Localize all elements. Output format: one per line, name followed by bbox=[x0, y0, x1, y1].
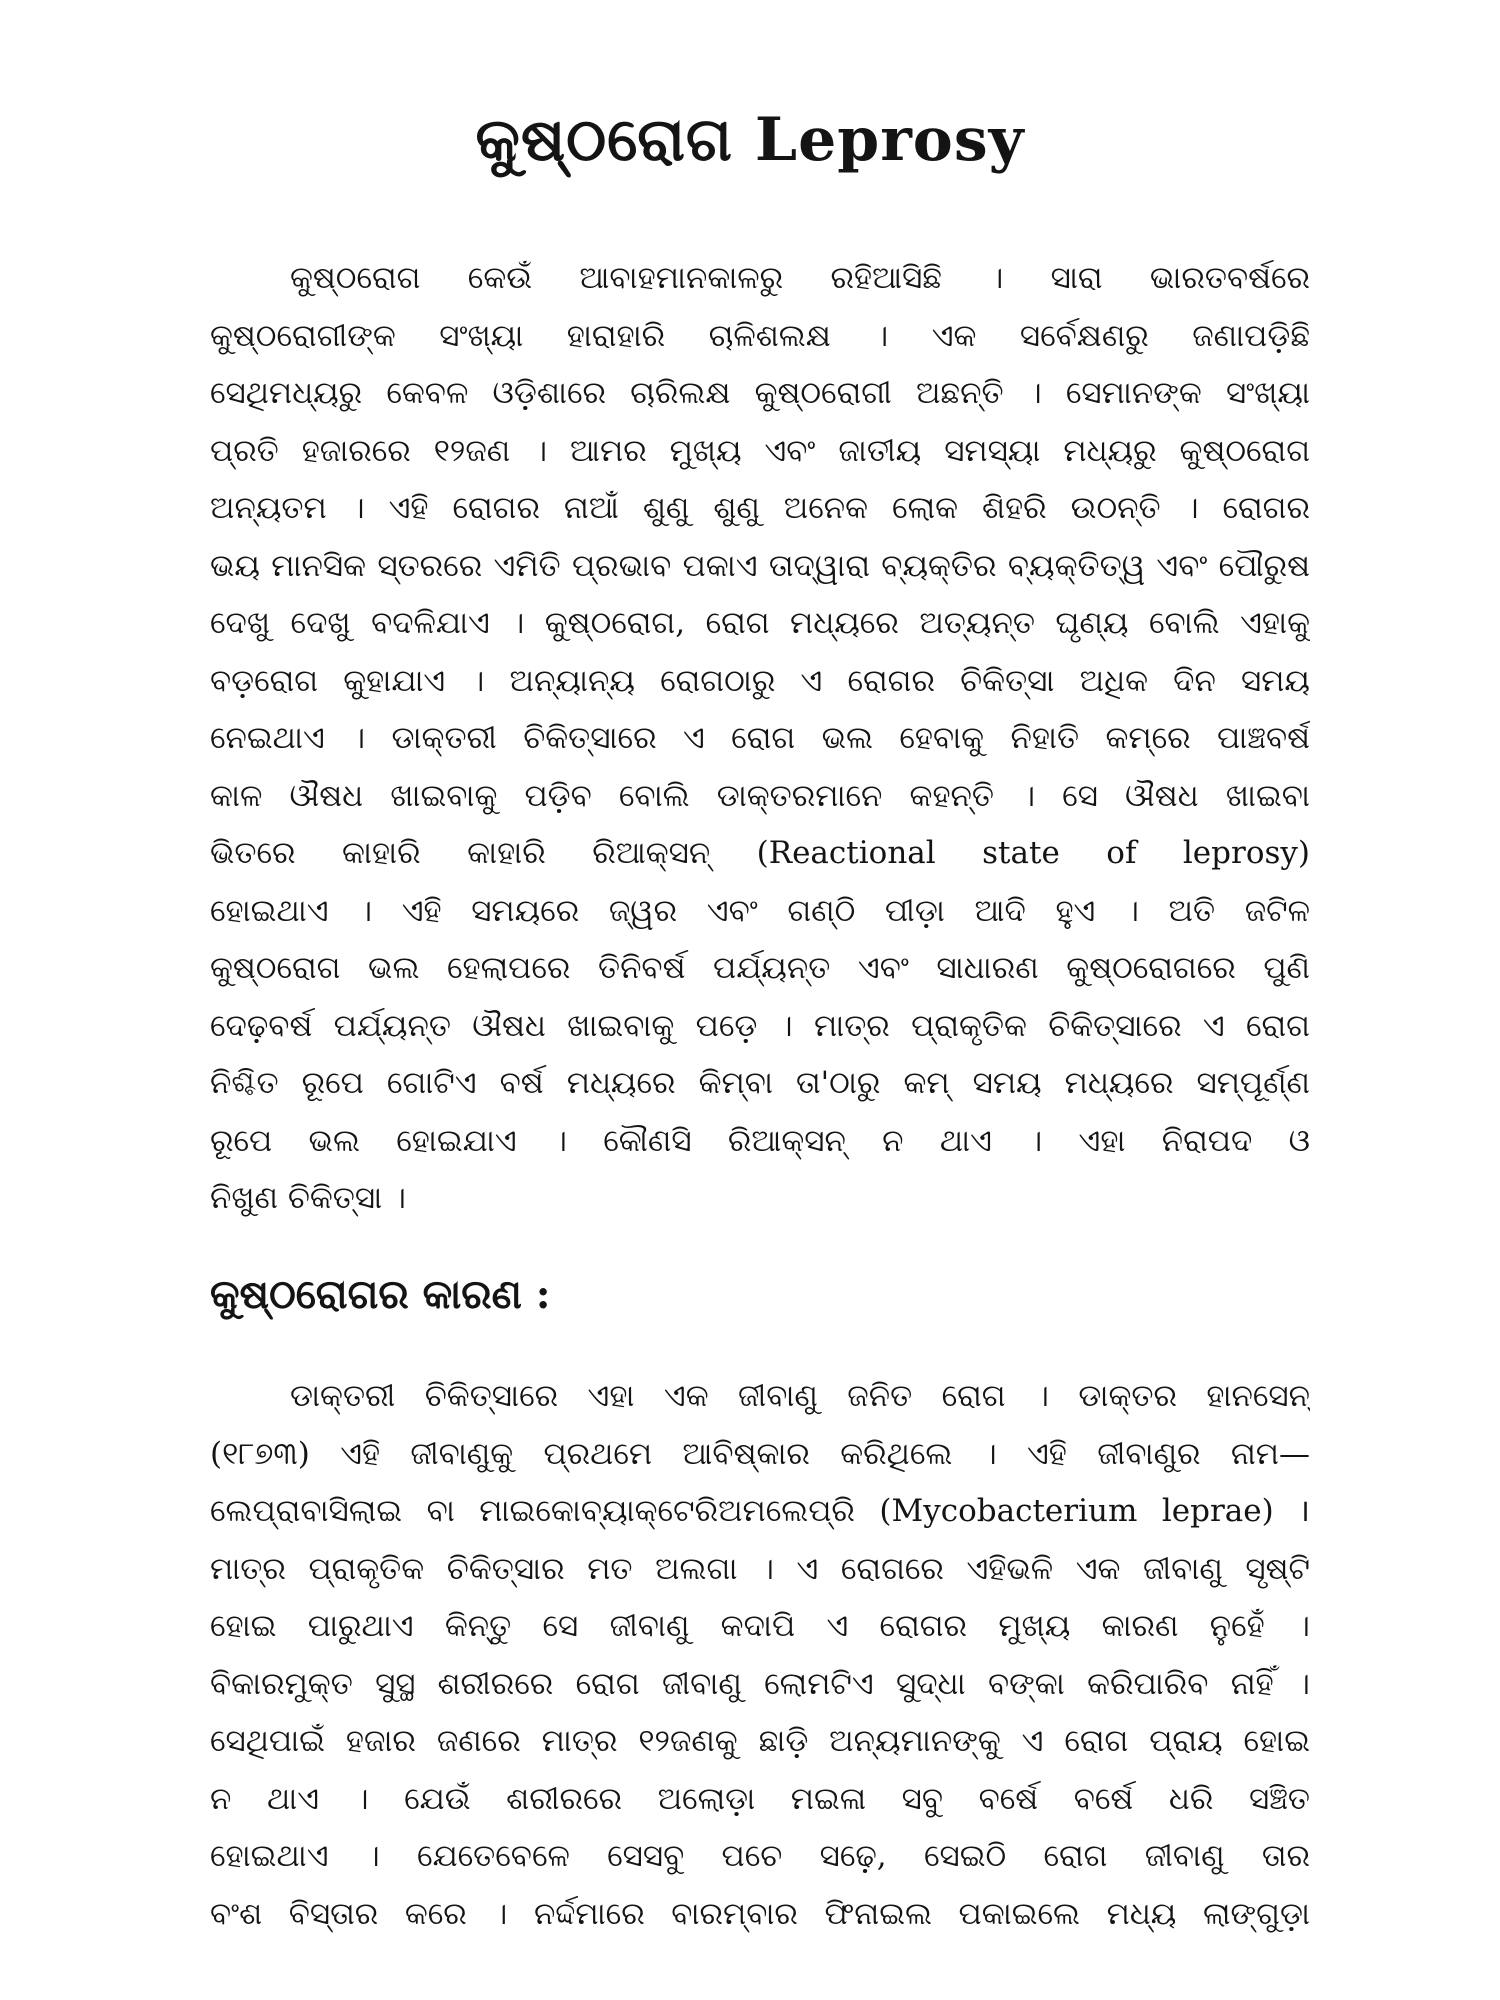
text-line: ହୋଇ ପାରୁଥାଏ କିନ୍ତୁ ସେ ଜୀବାଣୁ କଦାପି ଏ ରୋଗର ମୁଖ୍ୟ କାରଣ ନୁହେଁ । bbox=[210, 1608, 1310, 1644]
text-line: (୧୮୭୩) ଏହି ଜୀବାଣୁକୁ ପ୍ରଥମେ ଆବିଷ୍କାର କରିଥିଲେ । ଏହି ଜୀବାଣୁର ନାମ— bbox=[210, 1435, 1310, 1472]
section-heading: କୁଷ୍ଠରୋଗର କାରଣ : bbox=[210, 1271, 551, 1318]
paragraph-causes bbox=[210, 1368, 1310, 1943]
text-line: ନିଖୁଣ ଚିକିତ୍ସା । bbox=[210, 1180, 406, 1216]
text-line: ଡାକ୍ତରୀ ଚିକିତ୍ସାରେ ଏହା ଏକ ଜୀବାଣୁ ଜନିତ ରୋଗ । ଡାକ୍ତର ହାନସେନ୍ bbox=[290, 1378, 1310, 1414]
text-line: ହୋଇଥାଏ । ଯେତେବେଳେ ସେସବୁ ପଚେ ସଢ଼େ, ସେଇଠି ରୋଗ ଜୀବାଣୁ ତାର bbox=[210, 1838, 1310, 1874]
text-line: ଦେଢ଼ବର୍ଷ ପର୍ଯ୍ୟନ୍ତ ଔଷଧ ଖାଇବାକୁ ପଡ଼େ । ମାତ୍ର ପ୍ରାକୃତିକ ଚିକିତ୍ସାରେ ଏ ରୋଗ bbox=[210, 1007, 1310, 1044]
text-line: ସେଥିପାଇଁ ହଜାର ଜଣରେ ମାତ୍ର ୧୨ଜଣକୁ ଛାଡ଼ି ଅନ୍ୟମାନଙ୍କୁ ଏ ରୋଗ ପ୍ରାୟ ହୋଇ bbox=[210, 1723, 1310, 1759]
text-line: କୁଷ୍ଠରୋଗ ଭଲ ହେଲାପରେ ତିନିବର୍ଷ ପର୍ଯ୍ୟନ୍ତ ଏବଂ ସାଧାରଣ କୁଷ୍ଠରୋଗରେ ପୁଣି bbox=[210, 950, 1310, 986]
text-line: ଭିତରେ କାହାରି କାହାରି ରିଆକ୍‌ସନ୍ (Reactional state of leprosy) bbox=[210, 835, 1310, 871]
paragraph-intro bbox=[210, 250, 1310, 1228]
text-line: ପ୍ରତି ହଜାରରେ ୧୨ଜଣ । ଆମର ମୁଖ୍ୟ ଏବଂ ଜାତୀୟ ସମସ୍ୟା ମଧ୍ୟରୁ କୁଷ୍ଠରୋଗ bbox=[210, 432, 1310, 469]
text-line: ବିକାରମୁକ୍ତ ସୁସ୍ଥ ଶରୀରରେ ରୋଗ ଜୀବାଣୁ ଲୋମଟିଏ ସୁଦ୍ଧା ବଙ୍କା କରିପାରିବ ନାହିଁ । bbox=[210, 1665, 1310, 1702]
text-line: ବଡ଼ରୋଗ କୁହାଯାଏ । ଅନ୍ୟାନ୍ୟ ରୋଗଠାରୁ ଏ ରୋଗର ଚିକିତ୍ସା ଅଧିକ ଦିନ ସମୟ bbox=[210, 662, 1310, 699]
text-line: ବଂଶ ବିସ୍ତାର କରେ । ନର୍ଦ୍ଦମାରେ ବାରମ୍ବାର ଫିନାଇଲ ପକାଇଲେ ମଧ୍ୟ ଲାଙ୍ଗୁଡ଼ା bbox=[210, 1895, 1310, 1932]
page-title: କୁଷ୍ଠରୋଗ Leprosy bbox=[475, 105, 1025, 175]
text-line: ଦେଖୁ ଦେଖୁ ବଦଳିଯାଏ । କୁଷ୍ଠରୋଗ, ରୋଗ ମଧ୍ୟରେ ଅତ୍ୟନ୍ତ ଘୃଣ୍ୟ ବୋଲି ଏହାକୁ bbox=[210, 605, 1310, 641]
text-line: ନିଶ୍ଚିତ ରୂପେ ଗୋଟିଏ ବର୍ଷ ମଧ୍ୟରେ କିମ୍ବା ତା'ଠାରୁ କମ୍ ସମୟ ମଧ୍ୟରେ ସମ୍ପୂର୍ଣ୍ଣ bbox=[210, 1065, 1310, 1101]
text-line: ଅନ୍ୟତମ । ଏହି ରୋଗର ନାଆଁ ଶୁଣୁ ଶୁଣୁ ଅନେକ ଲୋକ ଶିହରି ଉଠନ୍ତି । ରୋଗର bbox=[210, 490, 1310, 526]
text-line: କୁଷ୍ଠରୋଗୀଙ୍କ ସଂଖ୍ୟା ହାରାହାରି ଚାଳିଶଲକ୍ଷ । ଏକ ସର୍ବେକ୍ଷଣରୁ ଜଣାପଡ଼ିଛି bbox=[210, 317, 1310, 354]
text-line: ରୂପେ ଭଲ ହୋଇଯାଏ । କୌଣସି ରିଆକ୍‌ସନ୍ ନ ଥାଏ । ଏହା ନିରାପଦ ଓ bbox=[210, 1122, 1310, 1159]
text-line: ଭୟ ମାନସିକ ସ୍ତରରେ ଏମିତି ପ୍ରଭାବ ପକାଏ ତାଦ୍ୱାରା ବ୍ୟକ୍ତିର ବ୍ୟକ୍ତିତ୍ୱ ଏବଂ ପୌରୁଷ bbox=[210, 547, 1310, 584]
text-line: ମାତ୍ର ପ୍ରାକୃତିକ ଚିକିତ୍ସାର ମତ ଅଲଗା । ଏ ରୋଗରେ ଏହିଭଳି ଏକ ଜୀବାଣୁ ସୃଷ୍ଟି bbox=[210, 1550, 1310, 1587]
text-line: ସେଥିମଧ୍ୟରୁ କେବଳ ଓଡ଼ିଶାରେ ଚାରିଲକ୍ଷ କୁଷ୍ଠରୋଗୀ ଅଛନ୍ତି । ସେମାନଙ୍କ ସଂଖ୍ୟା bbox=[210, 375, 1310, 411]
text-line: କାଳ ଔଷଧ ଖାଇବାକୁ ପଡ଼ିବ ବୋଲି ଡାକ୍ତରମାନେ କହନ୍ତି । ସେ ଔଷଧ ଖାଇବା bbox=[210, 777, 1310, 814]
text-line: ହୋଇଥାଏ । ଏହି ସମୟରେ ଜ୍ୱର ଏବଂ ଗଣ୍ଠି ପୀଡ଼ା ଆଦି ହୁଏ । ଅତି ଜଟିଳ bbox=[210, 892, 1310, 929]
text-line: କୁଷ୍ଠରୋଗ କେଉଁ ଆବାହମାନକାଳରୁ ରହିଆସିଛି । ସାରା ଭାରତବର୍ଷରେ bbox=[290, 260, 1310, 296]
text-line: ଲେପ୍ରାବାସିଲାଇ ବା ମାଇକୋବ୍ୟାକ୍ଟେରିଅମଲେପ୍ରି (Mycobacterium leprae) । bbox=[210, 1493, 1310, 1529]
text-line: ନେଇଥାଏ । ଡାକ୍ତରୀ ଚିକିତ୍ସାରେ ଏ ରୋଗ ଭଲ ହେବାକୁ ନିହାତି କମ୍‌ରେ ପାଞ୍ଚବର୍ଷ bbox=[210, 720, 1310, 756]
text-line: ନ ଥାଏ । ଯେଉଁ ଶରୀରରେ ଅଲୋଡ଼ା ମଇଳା ସବୁ ବର୍ଷେ ବର୍ଷେ ଧରି ସଞ୍ଚିତ bbox=[210, 1780, 1310, 1817]
